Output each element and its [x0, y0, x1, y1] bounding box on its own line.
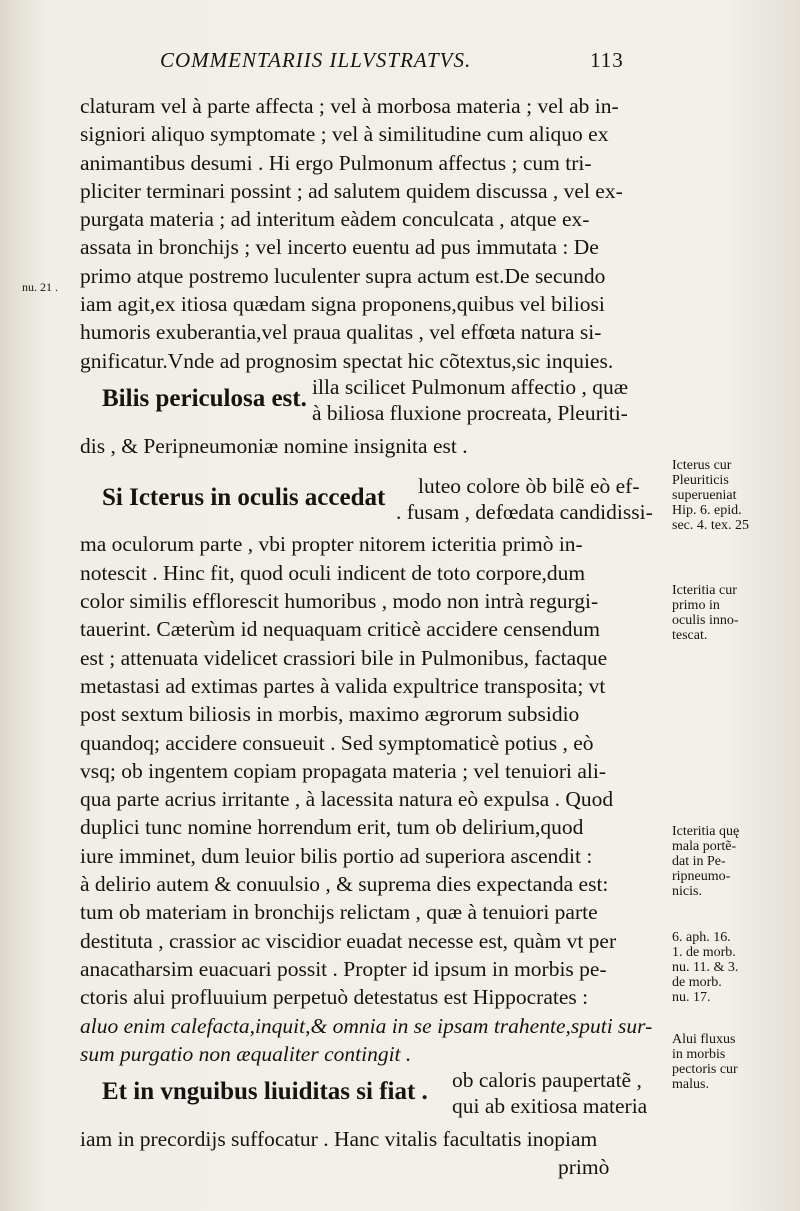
- italic-quote-line: sum purgatio non æqualiter contingit .: [80, 1041, 412, 1066]
- margin-note-references: 6. aph. 16. 1. de morb. nu. 11. & 3. de morb. nu. 17.: [672, 930, 739, 1005]
- text-line: animantibus desumi . Hi ergo Pulmonum affectus ; cum tri-: [80, 150, 592, 175]
- margin-left-ref: nu. 21 .: [22, 280, 58, 294]
- text-line: qui ab exitiosa materia: [452, 1094, 648, 1119]
- text-line: anacatharsim euacuari possit . Propter id ipsum in morbis pe-: [80, 956, 607, 981]
- running-header: [160, 48, 630, 73]
- text-line: assata in bronchijs ; vel incerto euentu ad pus immutata : De: [80, 235, 599, 260]
- text-line: destituta , crassior ac viscidior euadat necesse est, quàm vt per: [80, 928, 617, 953]
- section-icterus: [80, 474, 665, 531]
- text-line: ctoris alui profluuium perpetuò detestatus est Hippocrates :: [80, 985, 589, 1010]
- margin-note-icterus: Icterus cur Pleuriticis superueniat Hip. 6. epid. sec. 4. tex. 25: [672, 458, 749, 533]
- main-text-block: [80, 92, 665, 1181]
- text-line: dis , & Peripneumoniæ nomine insignita est .: [80, 433, 468, 458]
- text-line: duplici tunc nomine horrendum erit, tum ob delirium,quod: [80, 815, 584, 840]
- text-line: iam in precordijs suffocatur . Hanc vitalis facultatis inopiam: [80, 1126, 598, 1151]
- text-line: iam agit,ex itiosa quædam signa proponens,quibus vel biliosi: [80, 292, 605, 317]
- section-heading-bilis: Bilis periculosa est.: [102, 384, 307, 412]
- margin-note-icteritia-mala: Icteritia quę mala portẽ- dat in Pe- ripneumo- nicis.: [672, 824, 740, 899]
- text-line: illa scilicet Pulmonum affectio , quæ: [312, 374, 629, 399]
- text-line: vsq; ob ingentem copiam propagata materia ; vel tenuiori ali-: [80, 758, 606, 783]
- text-line: quandoq; accidere consueuit . Sed symptomaticè potius , eò: [80, 730, 594, 755]
- margin-note-icteritia: Icteritia cur primo in oculis inno- tescat.: [672, 583, 739, 643]
- text-line: metastasi ad extimas partes à valida expultrice transposita; vt: [80, 673, 606, 698]
- text-line: qua parte acrius irritante , à lacessita natura eò expulsa . Quod: [80, 787, 614, 812]
- text-line: ma oculorum parte , vbi propter nitorem icteritia primò in-: [80, 532, 583, 557]
- text-line: claturam vel à parte affecta ; vel à morbosa materia ; vel ab in-: [80, 94, 619, 118]
- text-line: color similis efflorescit humoribus , modo non intrà regurgi-: [80, 589, 599, 614]
- text-line: notescit . Hinc fit, quod oculi indicent de toto corpore,dum: [80, 560, 586, 585]
- header-title: COMMENTARIIS ILLVSTRATVS.: [160, 48, 472, 72]
- section-heading-icterus: Si Icterus in oculis accedat: [102, 483, 386, 511]
- text-line: humoris exuberantia,vel praua qualitas , vel effœta natura si-: [80, 320, 602, 345]
- catchword: primò: [558, 1154, 610, 1179]
- text-line: post sextum biliosis in morbis, maximo ægrorum subsidio: [80, 702, 580, 727]
- margin-note-alui-fluxus: Alui fluxus in morbis pectoris cur malus.: [672, 1032, 738, 1092]
- page-number: 113: [590, 48, 624, 72]
- text-line: signiori aliquo symptomate ; vel à similitudine cum aliquo ex: [80, 122, 609, 147]
- text-line: . fusam , defœdata candidissi-: [396, 499, 653, 524]
- text-line: iure imminet, dum leuior bilis portio ad superiora ascendit :: [80, 843, 593, 868]
- text-line: tauerint. Cæterùm id nequaquam criticè accidere censendum: [80, 617, 600, 642]
- section-vnguibus: [80, 1068, 665, 1125]
- text-line: purgata materia ; ad interitum eàdem conculcata , atque ex-: [80, 207, 590, 232]
- text-line: tum ob materiam in bronchijs relictam , quæ à tenuiori parte: [80, 900, 598, 925]
- text-line: à delirio autem & conuulsio , & suprema dies expectanda est:: [80, 872, 609, 897]
- text-line: luteo colore òb bilẽ eò ef-: [418, 473, 640, 498]
- text-line: ob caloris paupertatẽ ,: [452, 1068, 642, 1093]
- text-line: gnificatur.Vnde ad prognosim spectat hic cõtextus,sic inquies.: [80, 348, 614, 373]
- text-line: primo atque postremo luculenter supra actum est.De secundo: [80, 263, 606, 288]
- text-line: est ; attenuata videlicet crassiori bile in Pulmonibus, factaque: [80, 645, 608, 670]
- text-line: pliciter terminari possint ; ad salutem quidem discussa , vel ex-: [80, 178, 623, 203]
- section-heading-vnguibus: Et in vnguibus liuiditas si fiat .: [102, 1078, 428, 1106]
- section-bilis: [80, 375, 665, 432]
- text-line: à biliosa fluxione procreata, Pleuriti-: [312, 400, 628, 425]
- italic-quote-line: aluo enim calefacta,inquit,& omnia in se ipsam trahente,sputi sur-: [80, 1013, 653, 1038]
